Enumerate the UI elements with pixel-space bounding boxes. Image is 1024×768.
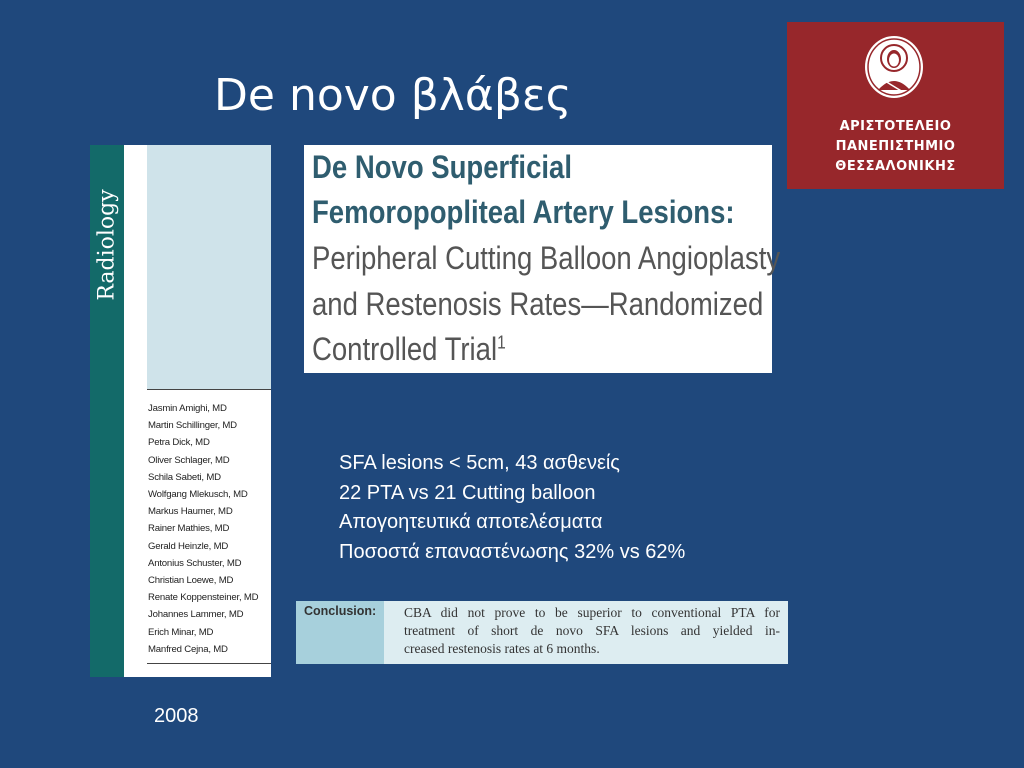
journal-cover-image	[90, 145, 271, 677]
author-name: Antonius Schuster, MD	[148, 557, 242, 569]
footnote-mark: 1	[497, 332, 506, 353]
article-title-line: De Novo Superficial	[312, 149, 572, 185]
conclusion-line: treatment of short de novo SFA lesions and yielded in-	[404, 623, 780, 638]
article-subtitle-line: and Restenosis Rates—Randomized	[312, 286, 764, 322]
author-name: Jasmin Amighi, MD	[148, 403, 227, 414]
saint-portrait-seal-icon	[863, 34, 925, 100]
journal-name: Radiology	[94, 189, 120, 301]
cover-divider	[147, 389, 271, 390]
article-title-line: Femoropopliteal Artery Lesions:	[312, 194, 735, 230]
author-name: Gerald Heinzle, MD	[148, 540, 229, 552]
publication-year: 2008	[154, 705, 199, 727]
author-name: Rainer Mathies, MD	[148, 523, 230, 535]
conclusion-box	[296, 601, 788, 664]
conclusion-line: CBA did not prove to be superior to conventional PTA for	[404, 605, 780, 620]
author-name: Martin Schillinger, MD	[148, 420, 237, 432]
findings-list	[339, 449, 685, 567]
author-name: Johannes Lammer, MD	[148, 609, 244, 621]
author-name: Petra Dick, MD	[148, 437, 210, 449]
conclusion-label-cell	[296, 601, 384, 664]
university-name-line: ΠΑΝΕΠΙΣΤΗΜΙΟ	[835, 139, 956, 154]
finding-item: Ποσοστά επαναστένωσης 32% vs 62%	[339, 540, 686, 563]
journal-spine	[90, 145, 124, 677]
finding-item: SFA lesions < 5cm, 43 ασθενείς	[339, 452, 620, 474]
author-name: Renate Koppensteiner, MD	[148, 592, 259, 604]
article-title-image	[304, 145, 781, 373]
university-name	[787, 117, 1004, 177]
cover-divider	[147, 663, 271, 664]
conclusion-text	[404, 604, 780, 658]
author-name: Wolfgang Mlekusch, MD	[148, 489, 248, 501]
author-list	[148, 400, 271, 658]
article-subtitle-text: Controlled Trial	[312, 331, 498, 367]
conclusion-line: creased restenosis rates at 6 months.	[404, 641, 600, 656]
slide-title: De novo βλάβες	[214, 70, 572, 121]
article-subtitle-line: Peripheral Cutting Balloon Angioplasty	[312, 240, 781, 276]
author-name: Manfred Cejna, MD	[148, 643, 228, 655]
author-name: Markus Haumer, MD	[148, 506, 233, 518]
article-subtitle-line	[312, 331, 506, 368]
university-name-line: ΘΕΣΣΑΛΟΝΙΚΗΣ	[835, 159, 956, 174]
university-logo	[787, 22, 1004, 189]
cover-panel	[147, 145, 271, 389]
university-name-line: ΑΡΙΣΤΟΤΕΛΕΙΟ	[839, 119, 952, 134]
finding-item: Απογοητευτικά αποτελέσματα	[339, 511, 603, 533]
author-name: Christian Loewe, MD	[148, 575, 234, 587]
conclusion-label: Conclusion:	[304, 604, 377, 618]
finding-item: 22 PTA vs 21 Cutting balloon	[339, 481, 596, 504]
author-name: Erich Minar, MD	[148, 626, 214, 638]
author-name: Schila Sabeti, MD	[148, 471, 221, 483]
author-name: Oliver Schlager, MD	[148, 454, 230, 466]
